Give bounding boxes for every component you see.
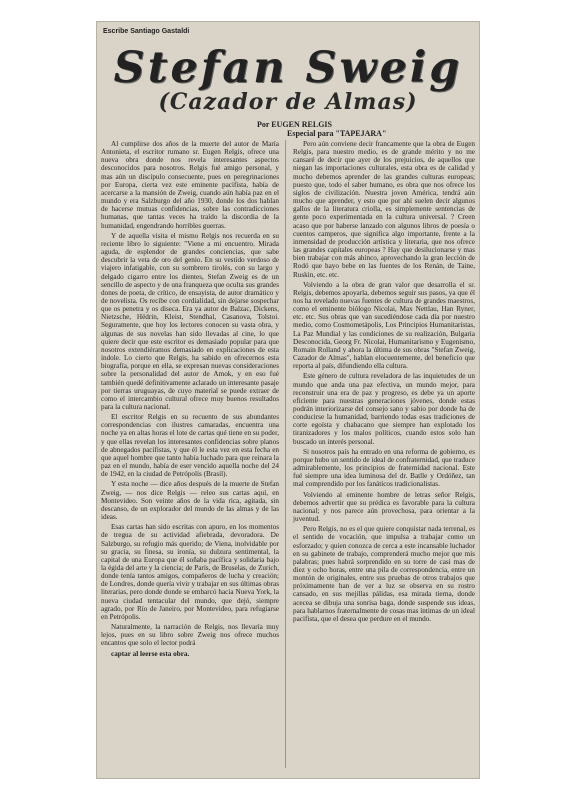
subheadline: (Cazador de Almas) [158,89,418,115]
newspaper-clipping [97,22,479,778]
paragraph: Pero aún conviene decir francamente que la obra de Eugen Relgis, para nuestro medio, es de grande mérito y no me cansaré de decir que ayer de los prejuicios, de aquellos que niegan las importaciones culturales, esta obra es de calidad y mucho debemos aprender de las grandes culturas europeas; puesto que, todo el saber humano, es obra que nos ofrece los siglos de civilización. Nuestra joven América, tendrá aún mucho que aprender, y esto que por ahí suelen decir algunos gallos de la literatura criolla, es simplemente sentencias de gente poco experimentada en la cultura universal. ? Creen acaso que por haberse lanzado con algunos libros de poesía o cuentos camperos, que significa algo importante, frente a la inmensidad de producción artística y literaria, que nos ofrece las grandes capitales europeas ? Hay que desilucionarse y mas bien trabajar con más ahínco, aprovechando la gran lección de Rodó que hayo bebe en las fuentes de los Renán, de Taine, Ruskin, etc. etc. [293,140,475,279]
paragraph: Y de aquella visita el mismo Relgis nos recuerda en su reciente libro lo siguiente: "Viene a mi encuentro. Mirada aguda, de esplendor de grandes conciencias, que sabe descubrir la veta de oro del genio. En su vestido verdoso de viajero infatigable, con su sombrero tirolés, con su largo y delgado cigarro entre los dientes, Stefan Zweig es de un sencillo de aspecto y de una franqueza que oculta sus grandes dones de poeta, de crítico, de ensayista, de autor dramático y de novelista. Os recibe con cordialidad, sin dejarse sospechar que os penetra y os diseca. Era ya autor de Balzac, Dickens, Nietzsche, Hëdrin, Kleist, Stendhal, Casanova, Tolstoi. Seguramente, que hoy los lectores conocen su vasta obra, y algunas de sus novelas han sido llevadas al cine, lo que quiere decir que este escritor es demasiado popular para que nosotros extendiéramos demasiado en explicaciones de esta índole. Lo cierto que Relgis, ha sabido en ofrecernos esta biografía, porque en ella, se expresan nuevas consideraciones sobre la personalidad del autor de Amok, y en eso fué también quedé definitivamente aclarado un interesante pasaje por tierras uruguayas, de cuyo material se puede extraer de como el intercambio cultural ofrece muy buenos resultados para la cultura nacional. [101,231,279,411]
paragraph: Este género de cultura reveladora de las inquietudes de un mundo que anda una paz efectiva, un mundo mejor, para reconstruir una era de paz y progreso, es debe ya un aporte eficiente para nuestras generaciones jóvenes, donde estas podrán interiorizarse del consejo sano y sabio por donde ha de conducirse la humanidad, barriendo todas esas tradiciones de corte egoísta y chabacano que siempre han explotado los tiranizadores y los malos políticos, cuando estos solo han buscado un interés personal. [293,372,475,446]
paragraph: El escritor Relgis en su recuento de sus abundantes correspondencias con ilustres camaradas, encuentra una noche ya en altas horas el lote de cartas qué tiene en su poder, y que ellas revelan los interesantes confidencias sobre planos de abnegados pacifistas, y que él le esta vez en esta fecha en que aquel hombre que tanto había luchado para que reinara la paz en el mundo, había de eser vencido aquella noche del 24 de 1942, en la ciudad de Petrópolis (Brasil). [101,413,279,479]
paragraph: Si nosotros país ha entrado en una reforma de gobierno, es porque hubo un sentido de ideal de confraternidad, que traduce admirablemente, los principios de fraternidad nacional. Este fué siempre una idea luminosa del dr. Batlle y Ordóñez, tan mal comprendido por los fanáticos tradicionalistas. [293,447,475,489]
column-divider [285,140,286,768]
paragraph: Volviendo al eminente hombre de letras señor Relgis, debemos advertir que su prédica es favorable para la cultura nacional; y nos parece aún provechosa, para orientar a la juventud. [293,490,475,524]
article-column-left [101,140,279,768]
article-column-right [293,140,475,768]
paragraph: Naturalmente, la narración de Relgis, nos llevaría muy lejos, pues en su libro sobre Zweig nos ofrece muchos encantos que solo el lector podrá [101,623,279,648]
paragraph: Esas cartas han sido escritas con apuro, en los momentos de tregua de su actividad afiebrada, devoradora. De Salzburgo, su refugio más querido; de Viena, inolvidable por su gracia, su finesa, su ironía, su dulzura sentimental, la capital de una Europa que él soñaba pacífica y solidaria bajo la égida del arte y la ciencia; de París, de Bruselas, de Zurich, donde tenía tantos amigos, compañeros de lucha y creación; de Londres, donde quería vivir y trabajar en sus últimas obras literarias, pero donde donde se embarcó hacia Nueva York, la nueva ciudad tentacular del mundo, que dejó, siempre agrado, por Río de Janeiro, por Montevideo, para refugiarse en Petrópolis. [101,523,279,621]
author-line: Por EUGEN RELGIS [257,120,332,129]
closing-line: captar al leerse esta obra. [111,649,190,658]
paragraph: Volviendo a la obra de gran valor que desarrolla el sr. Relgis, debemos apoyarla, debemos seguir sus pasos, ya que él nos ha revelado nuevas fuentes de cultura de grandes maestros, como el eminente biólogo Nicolai, Max Nettlau, Han Ryner, etc. etc. Sus obras que van sucediéndose cada día por nuestro medio, como Cosmometápolis, Los Principios Humanitaristas, La Paz Mundial y las condiciones de su realización, Bulgaria Desconocida, Georg Fr. Nicolai, Humanitarismo y Eugenismo, Romain Rolland y ahora la última de sus obras "Stefan Zweig, Cazador de Almas", hablan elocuentemente, del beneficio que reporta al país, difundiendo ella cultura. [293,280,475,371]
headline: Stefan Sweig [113,43,463,93]
special-for-line: Especial para "TAPEJARA" [287,129,387,138]
kicker: Escribe Santiago Gastaldi [103,28,190,35]
paragraph: Pero Relgis, no es el que quiere conquistar nada terrenal, es el sentido de vocación, que impulsa a trabajar como un esforzado; y quien conozca de cerca a este incansable luchador en su gabinete de trabajo, comprenderá mucho mejor que mis palabras; pues habrá sorprendido en su torre de casi mas de diez y ocho horas, entre una pila de correspondencia, entre un montón de originales, entre sus pruebas de otros trabajos que próximamente han de ver a luz se observa en su rostro cansado, en sus mejillas pálidas, esa mirada tierna, donde acecea se dibuja una sonrisa baga, donde suspende sus ideas, para hablarnos fraternalmente de cosas mas íntimas de un ideal pacifista, que el desea que perdure en el mundo. [293,525,475,623]
paragraph: Al cumplirse dos años de la muerte del autor de María Antonieta, el escritor rumano sr. Eugen Relgis, ofrece una nueva obra donde nos revela interesantes aspectos desconocidos para nosotros. Relgis fué amigo personal, y mas aún un discípulo consecuente, pues en peregrinaciones por Europa, cierta vez este eminente pacifista, había de acercarse a la mansión de Zweig, cuando aún había paz en el mundo y era Salzburgo del año 1930, donde los dos hablan de hacerse mutuas confidencias, sobre las contradicciones humanas, que tantas veces ha traído la discordia de la humanidad, engendrando horribles guerras. [101,140,279,230]
paragraph: Y esta noche — dice años después de la muerte de Stefan Zweig, — nos dice Relgis — releo sus cartas aquí, en Montevideo. Son veinte años de la vida rica, agitada, sin descanso, de un explorador del mundo de las almas y de las ideas. [101,480,279,522]
headline-block [97,43,479,115]
